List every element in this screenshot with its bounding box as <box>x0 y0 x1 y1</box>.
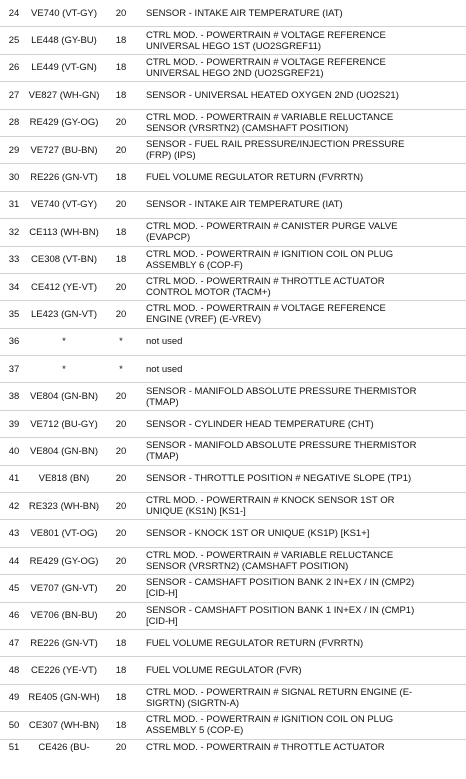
pin-number: 47 <box>8 637 20 649</box>
pin-number: 31 <box>8 199 20 211</box>
circuit-description: FUEL VOLUME REGULATOR (FVR) <box>146 665 302 677</box>
circuit-description: SENSOR - INTAKE AIR TEMPERATURE (IAT) <box>146 7 343 19</box>
pin-number: 29 <box>8 144 20 156</box>
wire-gauge: 20 <box>115 308 127 320</box>
pin-number: 43 <box>8 528 20 540</box>
pin-number: 37 <box>8 363 20 375</box>
wire-gauge: 20 <box>115 445 127 457</box>
pin-number: 38 <box>8 391 20 403</box>
circuit-description: not used <box>146 363 183 375</box>
pin-number: 24 <box>8 7 20 19</box>
circuit-description: SENSOR - INTAKE AIR TEMPERATURE (IAT) <box>146 199 343 211</box>
wire-code: LE423 (GN-VT) <box>31 308 97 320</box>
pin-number: 45 <box>8 582 20 594</box>
pin-number: 34 <box>8 281 20 293</box>
pin-number: 51 <box>8 741 20 753</box>
table-row <box>0 110 466 137</box>
table-row <box>0 356 466 383</box>
table-row <box>0 82 466 109</box>
pin-number: 30 <box>8 172 20 184</box>
wire-gauge: 18 <box>115 692 127 704</box>
pin-number: 27 <box>8 89 20 101</box>
wire-code: * <box>62 363 66 375</box>
wire-code: CE426 (BU- <box>38 741 90 753</box>
pin-number: 40 <box>8 445 20 457</box>
wire-gauge: 20 <box>115 741 127 753</box>
circuit-description: SENSOR - CYLINDER HEAD TEMPERATURE (CHT) <box>146 418 374 430</box>
table-row <box>0 329 466 356</box>
circuit-description: CTRL MOD. - POWERTRAIN # IGNITION COIL ON PLUG ASSEMBLY 5 (COP-E) <box>146 714 394 737</box>
wire-gauge: 20 <box>115 391 127 403</box>
circuit-description: SENSOR - MANIFOLD ABSOLUTE PRESSURE THERMISTOR (TMAP) <box>146 440 417 463</box>
table-row <box>0 657 466 684</box>
wire-gauge: 18 <box>115 172 127 184</box>
wire-code: VE740 (VT-GY) <box>31 7 97 19</box>
wire-code: VE712 (BU-GY) <box>30 418 98 430</box>
wire-gauge: * <box>119 363 123 375</box>
circuit-description: SENSOR - MANIFOLD ABSOLUTE PRESSURE THERMISTOR (TMAP) <box>146 385 417 408</box>
wire-code: VE818 (BN) <box>38 473 90 485</box>
pin-number: 36 <box>8 336 20 348</box>
pin-number: 25 <box>8 35 20 47</box>
wire-gauge: 20 <box>115 473 127 485</box>
wire-code: LE448 (GY-BU) <box>31 35 97 47</box>
circuit-description: SENSOR - CAMSHAFT POSITION BANK 1 IN+EX / IN (CMP1) [CID-H] <box>146 604 415 627</box>
table-row <box>0 27 466 54</box>
pin-number: 39 <box>8 418 20 430</box>
wire-code: VE740 (VT-GY) <box>31 199 97 211</box>
wire-gauge: 18 <box>115 637 127 649</box>
wire-code: VE801 (VT-OG) <box>30 528 98 540</box>
pin-number: 32 <box>8 226 20 238</box>
wire-code: CE226 (YE-VT) <box>31 665 97 677</box>
table-row <box>0 466 466 493</box>
table-row <box>0 274 466 301</box>
table-row <box>0 575 466 602</box>
wire-gauge: 20 <box>115 117 127 129</box>
circuit-description: CTRL MOD. - POWERTRAIN # THROTTLE ACTUATOR <box>146 741 385 753</box>
table-row <box>0 137 466 164</box>
wire-code: CE412 (YE-VT) <box>31 281 97 293</box>
circuit-description: CTRL MOD. - POWERTRAIN # VARIABLE RELUCTANCE SENSOR (VRSRTN2) (CAMSHAFT POSITION) <box>146 111 394 134</box>
table-row <box>0 548 466 575</box>
wire-code: CE113 (WH-BN) <box>29 226 99 238</box>
wire-gauge: 20 <box>115 555 127 567</box>
wire-code: RE226 (GN-VT) <box>30 172 98 184</box>
wire-code: CE307 (WH-BN) <box>28 719 100 731</box>
circuit-description: CTRL MOD. - POWERTRAIN # VOLTAGE REFERENCE ENGINE (VREF) (E-VREV) <box>146 303 386 326</box>
table-row <box>0 0 466 27</box>
wire-code: RE429 (GY-OG) <box>29 117 99 129</box>
circuit-description: not used <box>146 336 183 348</box>
wire-code: LE449 (VT-GN) <box>31 62 97 74</box>
circuit-description: CTRL MOD. - POWERTRAIN # SIGNAL RETURN ENGINE (E- SIGRTN) (SIGRTN-A) <box>146 686 413 709</box>
circuit-description: SENSOR - CAMSHAFT POSITION BANK 2 IN+EX / IN (CMP2) [CID-H] <box>146 577 415 600</box>
wire-code: RE429 (GY-OG) <box>29 555 99 567</box>
circuit-description: CTRL MOD. - POWERTRAIN # KNOCK SENSOR 1ST OR UNIQUE (KS1N) [KS1-] <box>146 495 395 518</box>
wire-gauge: 18 <box>115 89 127 101</box>
pin-number: 44 <box>8 555 20 567</box>
table-row <box>0 520 466 547</box>
pin-number: 33 <box>8 254 20 266</box>
wire-code: RE405 (GN-WH) <box>28 692 100 704</box>
wire-gauge: 18 <box>115 226 127 238</box>
table-row <box>0 685 466 712</box>
wire-gauge: 20 <box>115 610 127 622</box>
wire-gauge: 20 <box>115 199 127 211</box>
wire-code: VE707 (GN-VT) <box>30 582 98 594</box>
table-row <box>0 603 466 630</box>
circuit-description: FUEL VOLUME REGULATOR RETURN (FVRRTN) <box>146 637 364 649</box>
pin-number: 48 <box>8 665 20 677</box>
wire-code: RE226 (GN-VT) <box>30 637 98 649</box>
table-row <box>0 383 466 410</box>
wire-code: VE804 (GN-BN) <box>29 445 99 457</box>
table-row <box>0 493 466 520</box>
wire-code: * <box>62 336 66 348</box>
table-row <box>0 55 466 82</box>
wire-code: RE323 (WH-BN) <box>28 500 100 512</box>
wire-gauge: 20 <box>115 418 127 430</box>
pin-number: 50 <box>8 719 20 731</box>
table-row <box>0 712 466 739</box>
pin-number: 41 <box>8 473 20 485</box>
wire-gauge: 20 <box>115 500 127 512</box>
wire-gauge: 18 <box>115 665 127 677</box>
table-row <box>0 411 466 438</box>
wire-gauge: 20 <box>115 582 127 594</box>
wire-code: VE727 (BU-BN) <box>30 144 98 156</box>
wire-gauge: 20 <box>115 144 127 156</box>
wire-code: CE308 (VT-BN) <box>31 254 97 266</box>
pin-number: 26 <box>8 62 20 74</box>
table-row <box>0 192 466 219</box>
table-row <box>0 219 466 246</box>
wire-gauge: 20 <box>115 7 127 19</box>
wire-gauge: 18 <box>115 254 127 266</box>
circuit-description: CTRL MOD. - POWERTRAIN # VOLTAGE REFERENCE UNIVERSAL HEGO 1ST (UO2SGREF11) <box>146 29 386 52</box>
circuit-description: CTRL MOD. - POWERTRAIN # VARIABLE RELUCTANCE SENSOR (VRSRTN2) (CAMSHAFT POSITION) <box>146 550 394 572</box>
wire-gauge: 18 <box>115 35 127 47</box>
pin-number: 46 <box>8 610 20 622</box>
pin-number: 28 <box>8 117 20 129</box>
circuit-description: CTRL MOD. - POWERTRAIN # THROTTLE ACTUATOR CONTROL MOTOR (TACM+) <box>146 276 385 299</box>
circuit-description: CTRL MOD. - POWERTRAIN # IGNITION COIL ON PLUG ASSEMBLY 6 (COP-F) <box>146 248 394 271</box>
table-row <box>0 164 466 191</box>
table-row <box>0 740 466 767</box>
circuit-description: SENSOR - THROTTLE POSITION # NEGATIVE SLOPE (TP1) <box>146 473 412 485</box>
wire-gauge: 18 <box>115 719 127 731</box>
pin-number: 42 <box>8 500 20 512</box>
table-row <box>0 301 466 328</box>
circuit-description: SENSOR - UNIVERSAL HEATED OXYGEN 2ND (UO2S21) <box>146 89 399 101</box>
table-row <box>0 630 466 657</box>
wire-code: VE804 (GN-BN) <box>29 391 99 403</box>
table-row <box>0 247 466 274</box>
circuit-description: SENSOR - KNOCK 1ST OR UNIQUE (KS1P) [KS1+] <box>146 528 370 540</box>
wire-gauge: 20 <box>115 528 127 540</box>
circuit-description: CTRL MOD. - POWERTRAIN # CANISTER PURGE VALVE (EVAPCP) <box>146 221 398 244</box>
circuit-description: SENSOR - FUEL RAIL PRESSURE/INJECTION PRESSURE (FRP) (IPS) <box>146 139 405 162</box>
wire-gauge: * <box>119 336 123 348</box>
wire-gauge: 20 <box>115 281 127 293</box>
wire-code: VE706 (BN-BU) <box>30 610 98 622</box>
circuit-description: FUEL VOLUME REGULATOR RETURN (FVRRTN) <box>146 172 364 184</box>
wire-code: VE827 (WH-GN) <box>28 89 100 101</box>
wire-gauge: 18 <box>115 62 127 74</box>
table-row <box>0 438 466 465</box>
circuit-description: CTRL MOD. - POWERTRAIN # VOLTAGE REFERENCE UNIVERSAL HEGO 2ND (UO2SGREF21) <box>146 56 386 79</box>
pin-number: 49 <box>8 692 20 704</box>
pin-number: 35 <box>8 308 20 320</box>
